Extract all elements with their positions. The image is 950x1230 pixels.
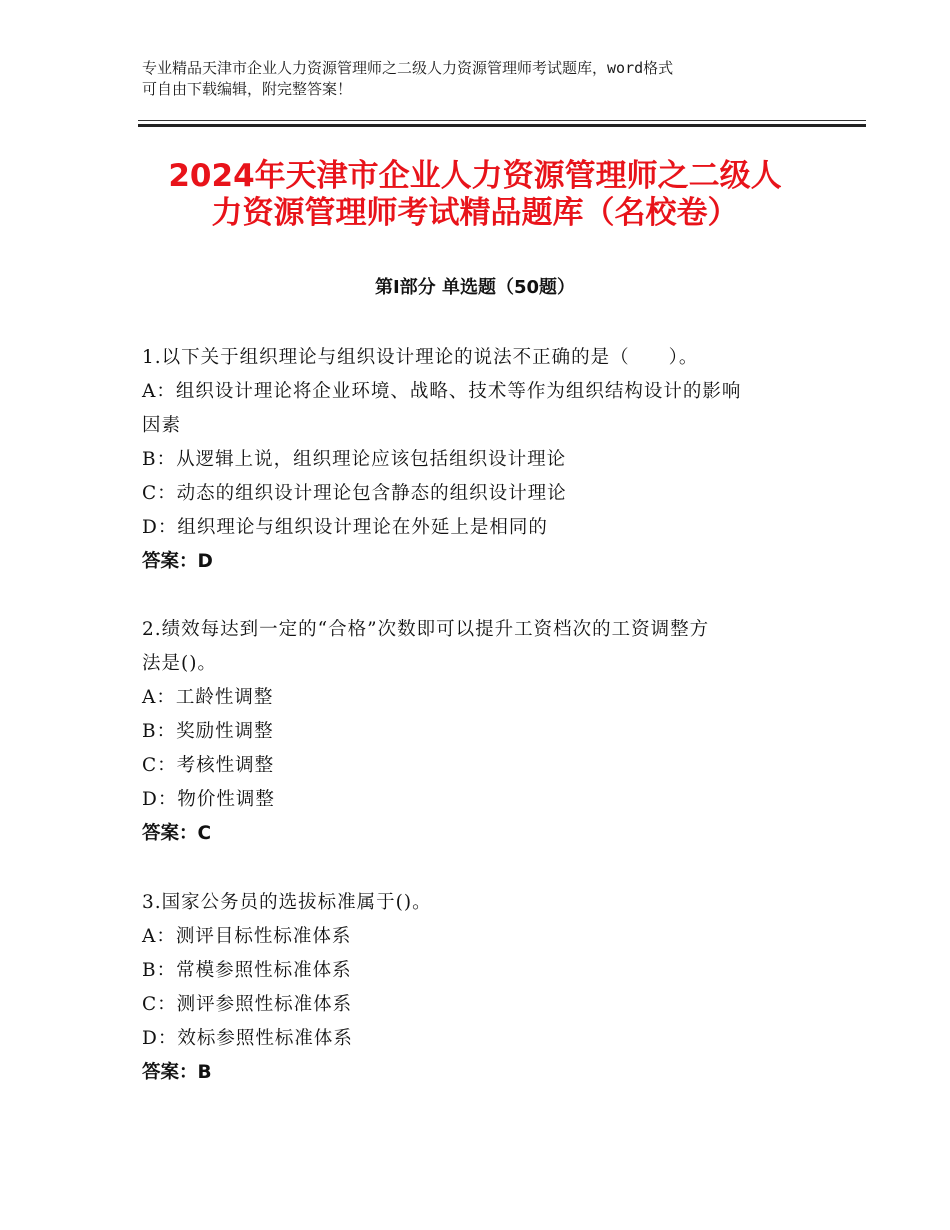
answer: 答案：B bbox=[142, 1062, 212, 1083]
title-line-2: 力资源管理师考试精品题库（名校卷） bbox=[211, 195, 739, 231]
option-a: A：测评目标性标准体系 bbox=[142, 926, 352, 947]
option-c: C：动态的组织设计理论包含静态的组织设计理论 bbox=[142, 483, 567, 504]
option-d: D：物价性调整 bbox=[142, 789, 275, 810]
answer: 答案：D bbox=[142, 551, 213, 572]
document-title bbox=[100, 158, 850, 232]
header-divider-thin bbox=[138, 120, 866, 121]
question-2 bbox=[142, 613, 822, 851]
question-stem-continued: 法是()。 bbox=[142, 653, 217, 674]
question-3 bbox=[142, 886, 822, 1090]
option-c: C：测评参照性标准体系 bbox=[142, 994, 353, 1015]
question-1 bbox=[142, 341, 822, 579]
section-heading: 第Ⅰ部分 单选题（50题） bbox=[374, 277, 575, 298]
question-stem: 1.以下关于组织理论与组织设计理论的说法不正确的是（ ）。 bbox=[142, 347, 699, 368]
question-stem: 2.绩效每达到一定的“合格”次数即可以提升工资档次的工资调整方 bbox=[142, 619, 710, 640]
option-d: D：效标参照性标准体系 bbox=[142, 1028, 353, 1049]
title-line-1: 2024年天津市企业人力资源管理师之二级人 bbox=[168, 158, 782, 194]
question-stem: 3.国家公务员的选拔标准属于()。 bbox=[142, 892, 432, 913]
header-line-2: 可自由下载编辑，附完整答案！ bbox=[142, 80, 353, 98]
document-header bbox=[142, 58, 822, 100]
header-line-1: 专业精品天津市企业人力资源管理师之二级人力资源管理师考试题库，word格式 bbox=[142, 59, 674, 77]
option-b: B：常模参照性标准体系 bbox=[142, 960, 352, 981]
answer: 答案：C bbox=[142, 823, 212, 844]
option-b: B：从逻辑上说，组织理论应该包括组织设计理论 bbox=[142, 449, 567, 470]
option-a: A：工龄性调整 bbox=[142, 687, 274, 708]
option-b: B：奖励性调整 bbox=[142, 721, 274, 742]
header-divider-thick bbox=[138, 124, 866, 127]
option-c: C：考核性调整 bbox=[142, 755, 275, 776]
option-d: D：组织理论与组织设计理论在外延上是相同的 bbox=[142, 517, 548, 538]
option-a-continued: 因素 bbox=[142, 415, 182, 436]
option-a: A：组织设计理论将企业环境、战略、技术等作为组织结构设计的影响 bbox=[142, 381, 742, 402]
